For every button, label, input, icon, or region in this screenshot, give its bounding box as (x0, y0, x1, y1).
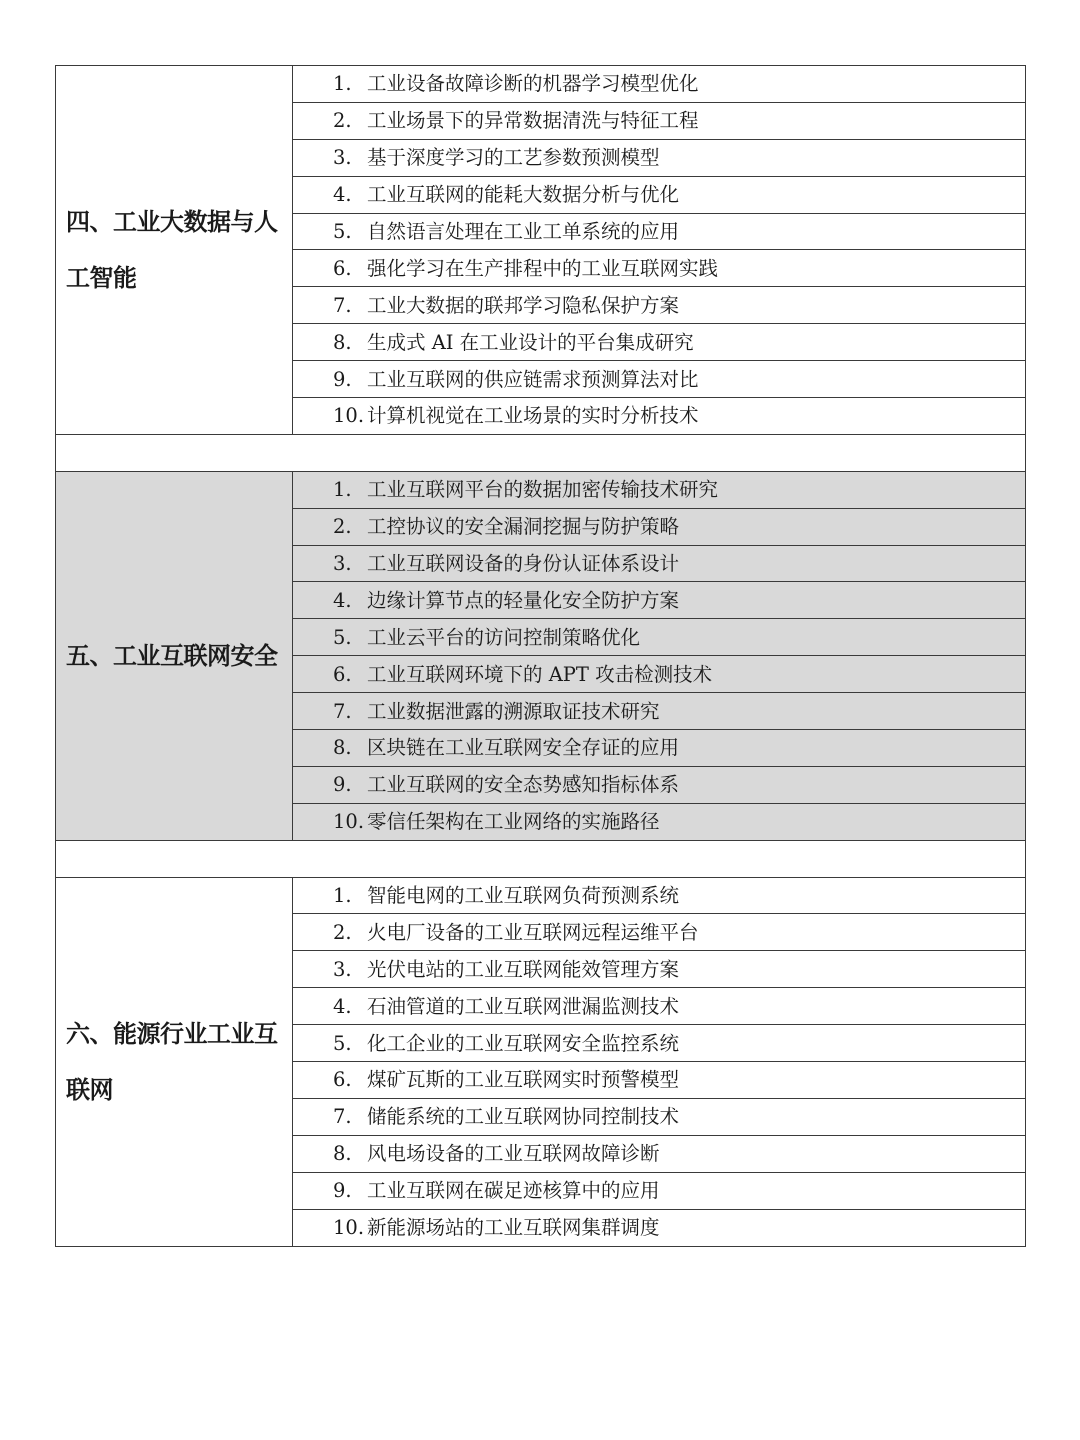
topic-item (293, 545, 1026, 582)
topic-number: 2. (333, 920, 352, 944)
topic-number: 7. (333, 1105, 352, 1129)
topic-number: 8. (333, 1142, 352, 1166)
topic-text: 工业大数据的联邦学习隐私保护方案 (367, 293, 680, 317)
topic-text: 工业互联网在碳足迹核算中的应用 (367, 1179, 660, 1203)
topic-item (293, 176, 1026, 213)
topic-item (293, 656, 1026, 693)
topic-item (293, 66, 1026, 103)
topic-item (293, 730, 1026, 767)
topic-text: 生成式 AI 在工业设计的平台集成研究 (367, 330, 694, 354)
topic-item (293, 139, 1026, 176)
topic-number: 3. (333, 957, 352, 981)
topic-number: 9. (333, 1179, 352, 1203)
topic-item (293, 250, 1026, 287)
topic-table-body (56, 66, 1026, 1247)
topic-item (293, 471, 1026, 508)
topic-item (293, 803, 1026, 840)
topic-item (293, 102, 1026, 139)
topic-number: 1. (333, 884, 352, 908)
topic-number: 3. (333, 552, 352, 576)
topic-text: 零信任架构在工业网络的实施路径 (367, 810, 660, 834)
spacer-cell (56, 434, 1026, 471)
topic-item (293, 1062, 1026, 1099)
topic-number: 8. (333, 736, 352, 760)
topic-item (293, 213, 1026, 250)
topic-number: 4. (333, 588, 352, 612)
category-title: 六、能源行业工业互联网 (56, 877, 293, 1246)
topic-text: 基于深度学习的工艺参数预测模型 (367, 146, 660, 170)
topic-text: 工业互联网平台的数据加密传输技术研究 (367, 478, 719, 502)
topic-number: 7. (333, 699, 352, 723)
topic-text: 化工企业的工业互联网安全监控系统 (367, 1031, 680, 1055)
table-row (56, 471, 1026, 508)
topic-text: 工业互联网环境下的 APT 攻击检测技术 (367, 662, 713, 686)
table-row (56, 877, 1026, 914)
topic-item (293, 988, 1026, 1025)
topic-item (293, 582, 1026, 619)
topic-number: 9. (333, 773, 352, 797)
topic-number: 10. (333, 404, 365, 428)
topic-text: 火电厂设备的工业互联网远程运维平台 (367, 920, 699, 944)
topic-number: 5. (333, 1031, 352, 1055)
topic-number: 2. (333, 109, 352, 133)
topic-text: 边缘计算节点的轻量化安全防护方案 (367, 588, 680, 612)
topic-number: 1. (333, 72, 352, 96)
topic-text: 计算机视觉在工业场景的实时分析技术 (367, 404, 699, 428)
topic-number: 6. (333, 256, 352, 280)
topic-number: 2. (333, 515, 352, 539)
topic-text: 储能系统的工业互联网协同控制技术 (367, 1105, 680, 1129)
topic-text: 工控协议的安全漏洞挖掘与防护策略 (367, 515, 680, 539)
topic-item (293, 1025, 1026, 1062)
topic-item (293, 1209, 1026, 1246)
topic-number: 5. (333, 220, 352, 243)
topic-number: 3. (333, 146, 352, 170)
table-row (56, 66, 1026, 103)
topic-number: 7. (333, 293, 352, 317)
topic-item (293, 951, 1026, 988)
topic-item (293, 693, 1026, 730)
category-title: 五、工业互联网安全 (56, 471, 293, 840)
spacer-row (56, 840, 1026, 877)
spacer-cell (56, 840, 1026, 877)
topic-number: 1. (333, 478, 352, 502)
topic-item (293, 398, 1026, 435)
topic-text: 工业场景下的异常数据清洗与特征工程 (367, 109, 699, 133)
spacer-row (56, 434, 1026, 471)
topic-text: 工业互联网的供应链需求预测算法对比 (367, 367, 699, 391)
topic-table (55, 65, 1026, 1247)
topic-item (293, 914, 1026, 951)
topic-text: 风电场设备的工业互联网故障诊断 (367, 1142, 660, 1166)
topic-number: 6. (333, 662, 352, 686)
topic-number: 10. (333, 810, 365, 834)
topic-text: 工业设备故障诊断的机器学习模型优化 (367, 72, 699, 96)
topic-item (293, 877, 1026, 914)
topic-text: 智能电网的工业互联网负荷预测系统 (367, 884, 680, 908)
topic-text: 工业云平台的访问控制策略优化 (367, 625, 641, 649)
topic-number: 4. (333, 183, 352, 207)
topic-text: 工业互联网的能耗大数据分析与优化 (367, 183, 680, 207)
topic-item (293, 324, 1026, 361)
topic-number: 10. (333, 1216, 365, 1240)
topic-item (293, 508, 1026, 545)
topic-text: 光伏电站的工业互联网能效管理方案 (367, 957, 680, 981)
topic-text: 工业互联网设备的身份认证体系设计 (367, 552, 680, 576)
topic-text: 新能源场站的工业互联网集群调度 (367, 1216, 660, 1240)
topic-item (293, 1172, 1026, 1209)
topic-item (293, 1135, 1026, 1172)
topic-text: 石油管道的工业互联网泄漏监测技术 (367, 994, 680, 1018)
topic-item (293, 287, 1026, 324)
topic-item (293, 619, 1026, 656)
topic-number: 8. (333, 330, 352, 354)
topic-text: 强化学习在生产排程中的工业互联网实践 (367, 256, 719, 280)
topic-item (293, 1098, 1026, 1135)
topic-number: 6. (333, 1068, 352, 1092)
topic-item (293, 361, 1026, 398)
category-title: 四、工业大数据与人工智能 (56, 66, 293, 435)
topic-text: 自然语言处理在工业工单系统的应用 (367, 220, 680, 243)
topic-number: 5. (333, 625, 352, 649)
topic-text: 工业互联网的安全态势感知指标体系 (367, 773, 680, 797)
topic-text: 区块链在工业互联网安全存证的应用 (367, 736, 680, 760)
topic-number: 4. (333, 994, 352, 1018)
topic-number: 9. (333, 367, 352, 391)
topic-item (293, 766, 1026, 803)
topic-text: 煤矿瓦斯的工业互联网实时预警模型 (367, 1068, 680, 1092)
topic-text: 工业数据泄露的溯源取证技术研究 (367, 699, 660, 723)
